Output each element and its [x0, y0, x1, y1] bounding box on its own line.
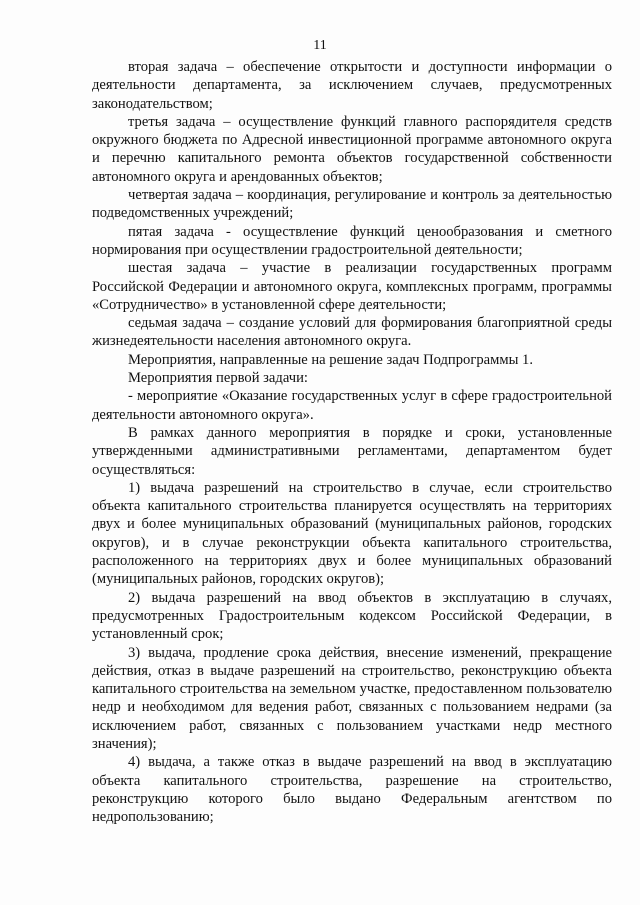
list-item-1: 1) выдача разрешений на строительство в случае, если строительство объекта капитального строительства планируется осуществлять на территориях двух и более муниципальных образований (муниципальных районов, городских округов), и в случае реконструкции объекта капитального строительства, расположенного на территориях двух и более муниципальных образований (муниципальных районов, городских округов); — [92, 479, 612, 588]
paragraph-first-task-measures: Мероприятия первой задачи: — [128, 370, 308, 387]
paragraph-measure-services: - мероприятие «Оказание государственных услуг в сфере градостроительной деятельности автономного округа». — [92, 388, 612, 423]
page-number: 11 — [313, 38, 327, 53]
paragraph-measure-scope: В рамках данного мероприятия в порядке и сроки, установленные утвержденными административными регламентами, департаментом будет осуществляться: — [92, 424, 612, 478]
paragraph-task-2: вторая задача – обеспечение открытости и доступности информации о деятельности департамента, за исключением случаев, предусмотренных законодательством; — [92, 59, 612, 112]
body-text — [92, 58, 612, 826]
paragraph-task-7: седьмая задача – создание условий для формирования благоприятной среды жизнедеятельности населения автономного округа. — [92, 315, 612, 350]
paragraph-measures-heading: Мероприятия, направленные на решение задач Подпрограммы 1. — [128, 351, 533, 368]
paragraph-task-6: шестая задача – участие в реализации государственных программ Российской Федерации и автономного округа, комплексных программ, программы «Сотрудничество» в установленной сфере деятельности; — [92, 260, 612, 313]
paragraph-task-3: третья задача – осуществление функций главного распорядителя средств окружного бюджета по Адресной инвестиционной программе автономного округа и перечню капитального ремонта объектов государственной собственности автономного округа и арендованных объектов; — [92, 113, 612, 185]
list-item-3: 3) выдача, продление срока действия, внесение изменений, прекращение действия, отказ в выдаче разрешений на строительство, реконструкцию объекта капитального строительства на земельном участке, предоставленном пользователю недр и необходимом для ведения работ, связанных с пользованием недрами (за исключением работ, связанных с пользованием участками недр местного значения); — [92, 644, 612, 752]
list-item-4: 4) выдача, а также отказ в выдаче разрешений на ввод в эксплуатацию объекта капитального строительства, разрешение на строительство, реконструкцию которого было выдано Федеральным агентством по недропользованию; — [92, 754, 612, 826]
paragraph-task-4: четвертая задача – координация, регулирование и контроль за деятельностью подведомственных учреждений; — [92, 187, 612, 222]
paragraph-task-5: пятая задача - осуществление функций ценообразования и сметного нормирования при осуществлении градостроительной деятельности; — [92, 223, 612, 258]
list-item-2: 2) выдача разрешений на ввод объектов в эксплуатацию в случаях, предусмотренных Градостроительным кодексом Российской Федерации, в установленный срок; — [92, 589, 612, 643]
